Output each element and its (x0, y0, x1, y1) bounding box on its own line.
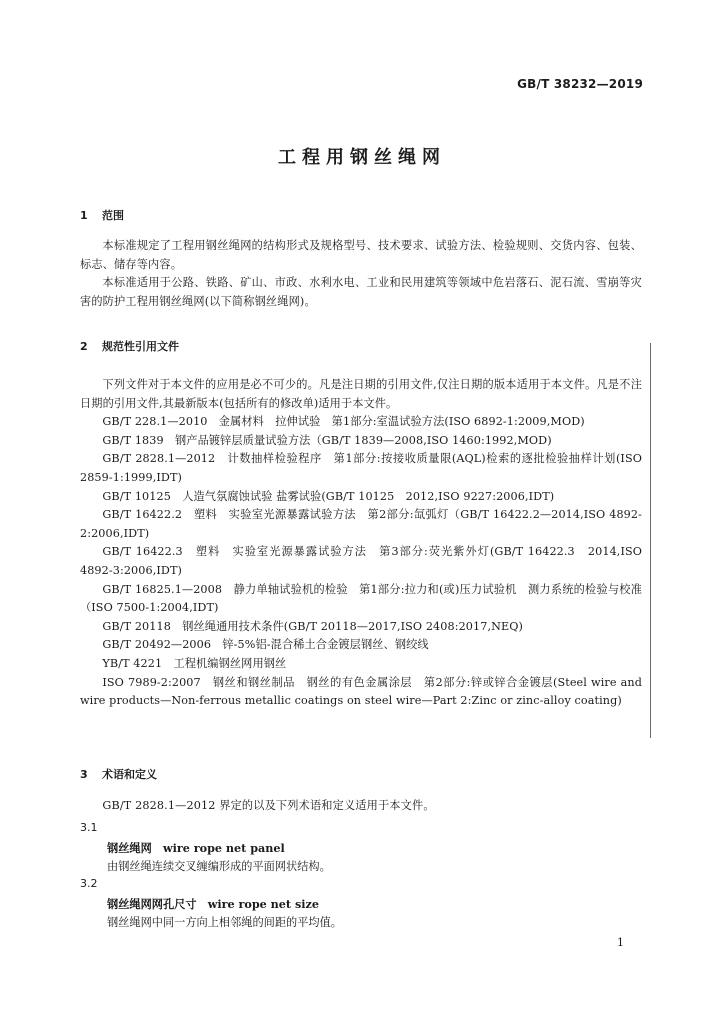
paragraph: 本标准规定了工程用钢丝绳网的结构形式及规格型号、技术要求、试验方法、检验规则、交货内容、包装、标志、储存等内容。 (80, 239, 642, 271)
reference-item: GB/T 2828.1—2012 计数抽样检验程序 第1部分:按接收质量限(AQL)检索的逐批检验抽样计划(ISO 2859-1:1999,IDT) (80, 452, 642, 484)
normative-references (80, 376, 642, 711)
reference-item: ISO 7989-2:2007 钢丝和钢丝制品 钢丝的有色金属涂层 第2部分:锌或锌合金镀层(Steel wire and wire products—Non-ferrous metallic coatings on steel wire—Part 2:Zinc or zinc-alloy coating) (80, 675, 642, 708)
term-definition: 由钢丝绳连续交叉缠编形成的平面网状结构。 (107, 860, 331, 873)
reference-item: GB/T 10125 人造气氛腐蚀试验 盐雾试验(GB/T 10125 2012,ISO 9227:2006,IDT) (102, 489, 555, 503)
scope-text (80, 237, 642, 311)
section-number: 1 (80, 209, 88, 222)
terms-intro (80, 797, 642, 816)
section-title: 范围 (102, 209, 124, 222)
document-title: 工程用钢丝绳网 (278, 147, 446, 168)
section-heading-normative-references (80, 338, 179, 354)
section-title: 术语和定义 (102, 768, 157, 781)
section-number: 3 (80, 768, 88, 781)
reference-item: GB/T 20492—2006 锌-5%铝-混合稀土合金镀层钢丝、钢绞线 (102, 638, 429, 652)
reference-item: YB/T 4221 工程机编钢丝网用钢丝 (102, 656, 287, 670)
reference-item: GB/T 20118 钢丝绳通用技术条件(GB/T 20118—2017,ISO 2408:2017,NEQ) (102, 619, 523, 633)
section-heading-scope (80, 207, 124, 223)
term-name: 钢丝绳网网孔尺寸 wire rope net size (107, 897, 320, 911)
paragraph: GB/T 2828.1—2012 界定的以及下列术语和定义适用于本文件。 (102, 799, 435, 812)
reference-item: GB/T 16825.1—2008 静力单轴试验机的检验 第1部分:拉力和(或)压力试验机 测力系统的检验与校准（ISO 7500-1:2004,IDT) (80, 582, 642, 615)
paragraph: 本标准适用于公路、铁路、矿山、市政、水利水电、工业和民用建筑等领域中危岩落石、泥石流、雪崩等灾害的防护工程用钢丝绳网(以下简称钢丝绳网)。 (80, 276, 642, 308)
term-number: 3.1 (80, 821, 98, 834)
term-definition: 钢丝绳网中同一方向上相邻绳的间距的平均值。 (107, 916, 342, 929)
reference-item: GB/T 16422.2 塑料 实验室光源暴露试验方法 第2部分:氙弧灯（GB/T 16422.2—2014,ISO 4892-2:2006,IDT) (80, 508, 642, 540)
section-number: 2 (80, 340, 88, 353)
standard-code: GB/T 38232—2019 (517, 77, 643, 91)
section-heading-terms (80, 766, 157, 782)
page-number: 1 (617, 936, 624, 949)
paragraph: 下列文件对于本文件的应用是必不可少的。凡是注日期的引用文件,仅注日期的版本适用于本文件。凡是不注日期的引用文件,其最新版本(包括所有的修改单)适用于本文件。 (80, 378, 642, 410)
reference-item: GB/T 16422.3 塑料 实验室光源暴露试验方法 第3部分:荧光紫外灯(GB/T 16422.3 2014,ISO 4892-3:2006,IDT) (80, 545, 642, 577)
term-number: 3.2 (80, 877, 98, 890)
reference-item: GB/T 228.1—2010 金属材料 拉伸试验 第1部分:室温试验方法(ISO 6892-1:2009,MOD) (102, 415, 585, 429)
term-name: 钢丝绳网 wire rope net panel (107, 841, 285, 855)
reference-item: GB/T 1839 钢产品镀锌层质量试验方法（GB/T 1839—2008,ISO 1460:1992,MOD) (102, 433, 552, 447)
change-bar (650, 343, 651, 738)
section-title: 规范性引用文件 (102, 340, 179, 353)
